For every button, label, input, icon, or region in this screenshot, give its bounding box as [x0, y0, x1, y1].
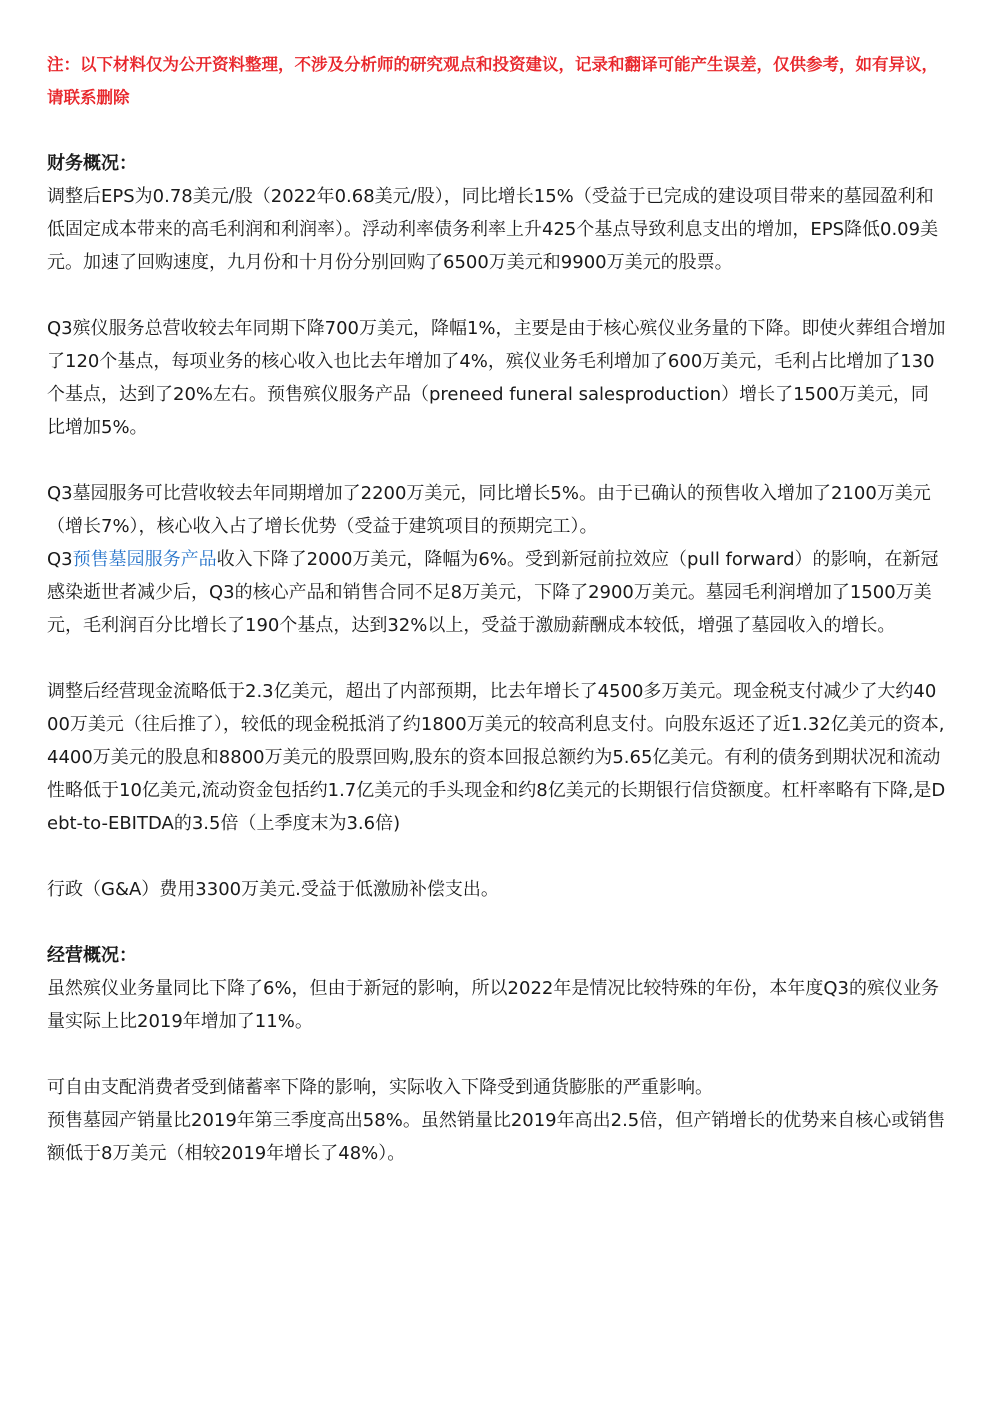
preneed-cemetery-link[interactable]: 预售墓园服务产品 [72, 549, 217, 570]
financial-overview-heading: 财务概况： [47, 153, 137, 174]
disclaimer-note: 注：以下材料仅为公开资料整理，不涉及分析师的研究观点和投资建议，记录和翻译可能产生误差，仅供参考，如有异议，请联系删除 [47, 55, 938, 107]
ga-expense-paragraph: 行政（G&A）费用3300万美元.受益于低激励补偿支出。 [47, 879, 499, 900]
cemetery-revenue-paragraph: Q3墓园服务可比营收较去年同期增加了2200万美元，同比增长5%。由于已确认的预售收入增加了2100万美元（增长7%），核心收入占了增长优势（受益于建筑项目的预期完工）。 [47, 483, 931, 537]
spacer [47, 840, 946, 873]
funeral-volume-paragraph: 虽然殡仪业务量同比下降了6%，但由于新冠的影响，所以2022年是情况比较特殊的年份，本年度Q3的殡仪业务量实际上比2019年增加了11%。 [47, 978, 939, 1032]
spacer [47, 444, 946, 477]
consumer-paragraph: 可自由支配消费者受到储蓄率下降的影响，实际收入下降受到通货膨胀的严重影响。 [47, 1077, 713, 1098]
spacer [47, 642, 946, 675]
operations-overview-heading: 经营概况： [47, 945, 137, 966]
cash-flow-paragraph: 调整后经营现金流略低于2.3亿美元，超出了内部预期，比去年增长了4500多万美元。现金税支付减少了大约4000万美元（往后推了），较低的现金税抵消了约1800万美元的较高利息支付。向股东返还了近1.32亿美元的资本,4400万美元的股息和8800万美元的股票回购,股东的资本回报总额约为5.65亿美元。有利的债务到期状况和流动性略低于10亿美元,流动资金包括约1.7亿美元的手头现金和约8亿美元的长期银行信贷额度。杠杆率略有下降,是Debt-to-EBITDA的3.5倍（上季度末为3.6倍) [47, 681, 946, 834]
spacer [47, 906, 946, 939]
cemetery-preneed-paragraph [47, 543, 946, 642]
funeral-revenue-paragraph: Q3殡仪服务总营收较去年同期下降700万美元，降幅1%，主要是由于核心殡仪业务量的下降。即使火葬组合增加了120个基点，每项业务的核心收入也比去年增加了4%，殡仪业务毛利增加了600万美元，毛利占比增加了130个基点，达到了20%左右。预售殡仪服务产品（preneed funeral salesproduction）增长了1500万美元，同比增加5%。 [47, 318, 946, 438]
q3-prefix: Q3 [47, 549, 73, 570]
spacer [47, 114, 946, 147]
preneed-sales-paragraph: 预售墓园产销量比2019年第三季度高出58%。虽然销量比2019年高出2.5倍，但产销增长的优势来自核心或销售额低于8万美元（相较2019年增长了48%）。 [47, 1110, 946, 1164]
spacer [47, 1038, 946, 1071]
spacer [47, 279, 946, 312]
financial-eps-paragraph: 调整后EPS为0.78美元/股（2022年0.68美元/股），同比增长15%（受益于已完成的建设项目带来的墓园盈利和低固定成本带来的高毛利润和利润率）。浮动利率债务利率上升425个基点导致利息支出的增加，EPS降低0.09美元。加速了回购速度，九月份和十月份分别回购了6500万美元和9900万美元的股票。 [47, 186, 939, 273]
cemetery-preneed-text: 收入下降了2000万美元，降幅为6%。受到新冠前拉效应（pull forward）的影响，在新冠感染逝世者减少后，Q3的核心产品和销售合同不足8万美元，下降了2900万美元。墓园毛利润增加了1500万美元，毛利润百分比增长了190个基点，达到32%以上，受益于激励薪酬成本较低，增强了墓园收入的增长。 [47, 549, 939, 636]
